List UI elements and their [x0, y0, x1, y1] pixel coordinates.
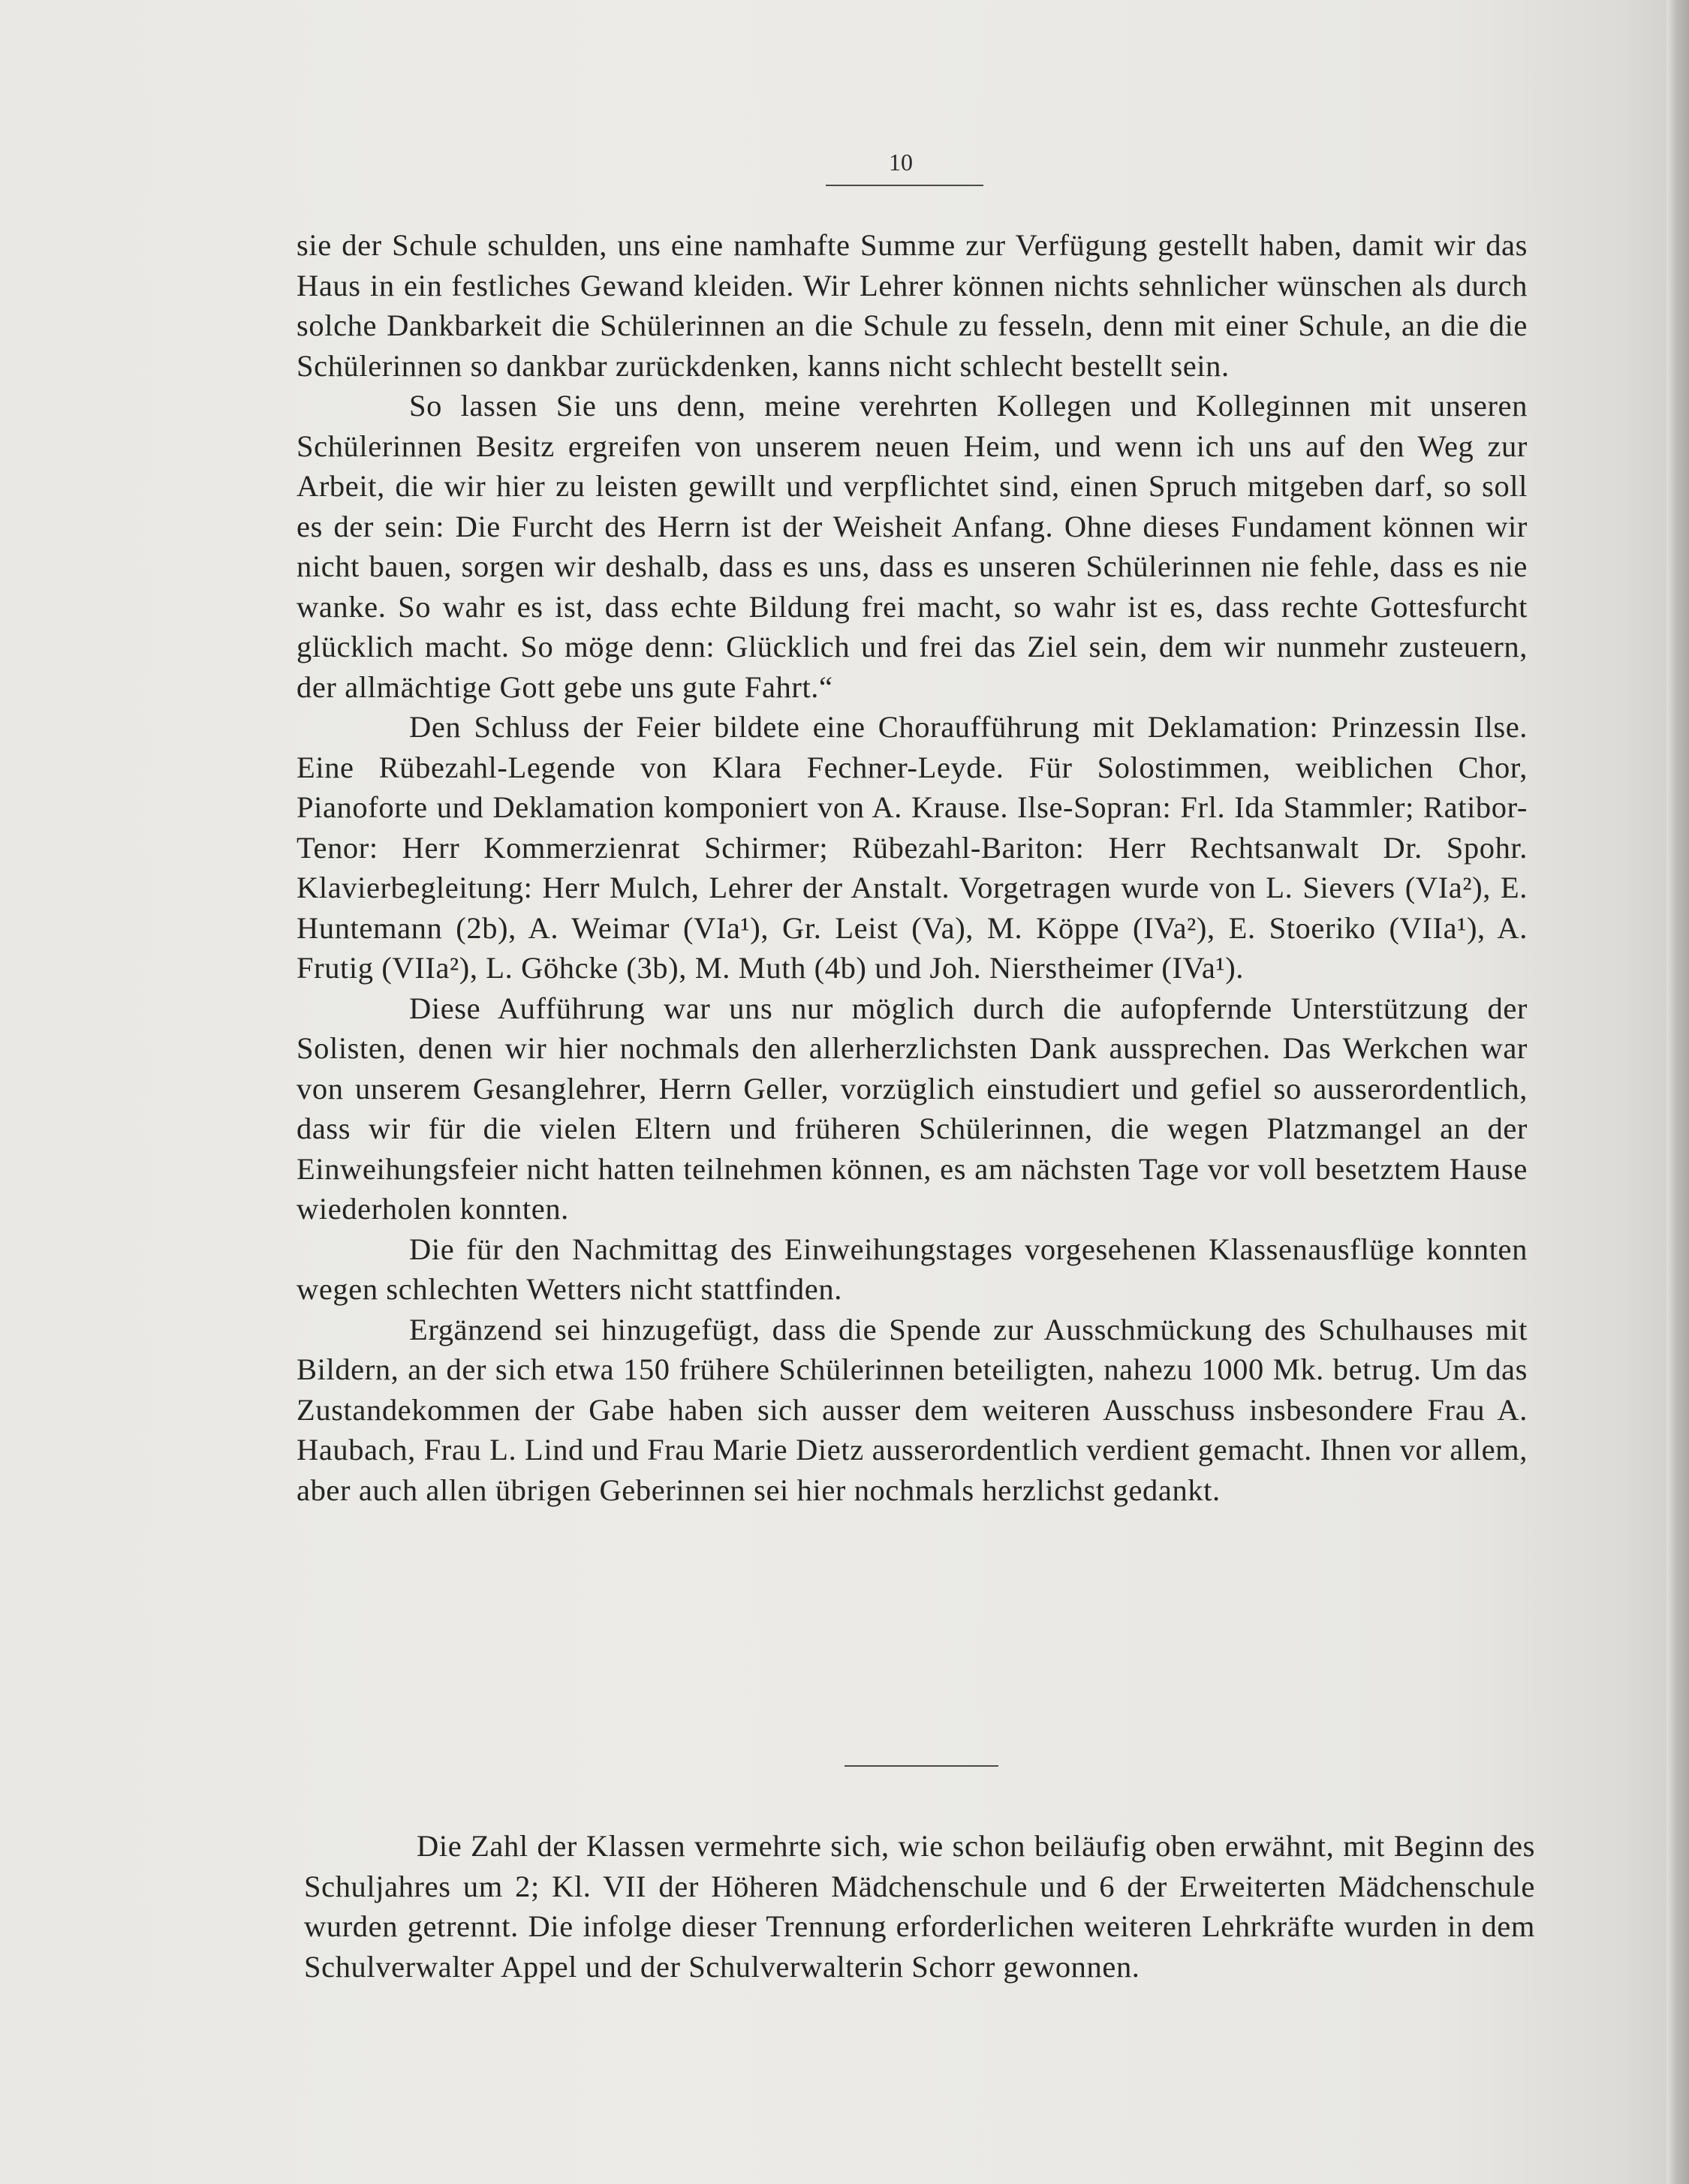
paragraph-7: Die Zahl der Klassen vermehrte sich, wie schon beiläufig oben erwähnt, mit Beginn des Schuljahres um 2; Kl. VII der Höheren Mädchenschule und 6 der Erweiterten Mädchenschule wurden getrennt. Die infolge dieser Trennung erforderlichen weiteren Lehrkräfte wurden in dem Schulverwalter Appel und der Schulverwalterin Schorr gewonnen.: [304, 1829, 1535, 1984]
paragraph-3: Den Schluss der Feier bildete eine Choraufführung mit Deklamation: Prinzessin Ilse. Eine Rübezahl-Legende von Klara Fechner-Leyde. Für Solostimmen, weiblichen Chor, Pianoforte und Deklamation komponiert von A. Krause. Ilse-Sopran: Frl. Ida Stammler; Ratibor-Tenor: Herr Kommerzienrat Schirmer; Rübezahl-Bariton: Herr Rechtsanwalt Dr. Spohr. Klavierbegleitung: Herr Mulch, Lehrer der Anstalt. Vorgetragen wurde von L. Sievers (VIa²), E. Huntemann (2b), A. Weimar (VIa¹), Gr. Leist (Va), M. Köppe (IVa²), E. Stoeriko (VIIa¹), A. Frutig (VIIa²), L. Göhcke (3b), M. Muth (4b) und Joh. Nierstheimer (IVa¹).: [297, 710, 1528, 985]
paragraph-6: Ergänzend sei hinzugefügt, dass die Spende zur Ausschmückung des Schulhauses mit Bildern, an der sich etwa 150 frühere Schülerinnen beteiligten, nahezu 1000 Mk. betrug. Um das Zustandekommen der Gabe haben sich ausser dem weiteren Ausschuss insbesondere Frau A. Haubach, Frau L. Lind und Frau Marie Dietz ausserordentlich verdient gemacht. Ihnen vor allem, aber auch allen übrigen Geberinnen sei hier nochmals herzlichst gedankt.: [297, 1312, 1528, 1507]
second-text-block: [304, 1826, 1535, 1987]
paragraph-1: sie der Schule schulden, uns eine namhafte Summe zur Verfügung gestellt haben, damit wir das Haus in ein festliches Gewand kleiden. Wir Lehrer können nichts sehnlicher wünschen als durch solche Dankbarkeit die Schülerinnen an die Schule zu fesseln, denn mit einer Schule, an die die Schülerinnen so dankbar zurückdenken, kanns nicht schlecht bestellt sein.: [297, 228, 1528, 383]
paragraph-4: Diese Aufführung war uns nur möglich durch die aufopfernde Unterstützung der Solisten, denen wir hier nochmals den allerherzlichsten Dank aussprechen. Das Werkchen war von unserem Gesanglehrer, Herrn Geller, vorzüglich einstudiert und gefiel so ausserordentlich, dass wir für die vielen Eltern und früheren Schülerinnen, die wegen Platzmangel an der Einweihungsfeier nicht hatten teilnehmen können, es am nächsten Tage vor voll besetztem Hause wiederholen konnten.: [297, 991, 1528, 1226]
page-number: 10: [889, 149, 913, 176]
header-rule: [826, 185, 983, 186]
paragraph-2: So lassen Sie uns denn, meine verehrten Kollegen und Kolleginnen mit unseren Schülerinnen Besitz ergreifen von unserem neuen Heim, und wenn ich uns auf den Weg zur Arbeit, die wir hier zu leisten gewillt und verpflichtet sind, einen Spruch mitgeben darf, so soll es der sein: Die Furcht des Herrn ist der Weisheit Anfang. Ohne dieses Fundament können wir nicht bauen, sorgen wir deshalb, dass es uns, dass es unseren Schülerinnen nie fehle, dass es nie wanke. So wahr es ist, dass echte Bildung frei macht, so wahr ist es, dass rechte Gottesfurcht glücklich macht. So möge denn: Glücklich und frei das Ziel sein, dem wir nunmehr zusteuern, der allmächtige Gott gebe uns gute Fahrt.“: [297, 389, 1528, 704]
paragraph-5: Die für den Nachmittag des Einweihungstages vorgesehenen Klassenausflüge konnten wegen schlechten Wetters nicht stattfinden.: [297, 1232, 1528, 1306]
main-text-block: [297, 225, 1528, 1510]
section-divider: [844, 1765, 998, 1767]
book-gutter-shadow: [1666, 0, 1689, 2184]
